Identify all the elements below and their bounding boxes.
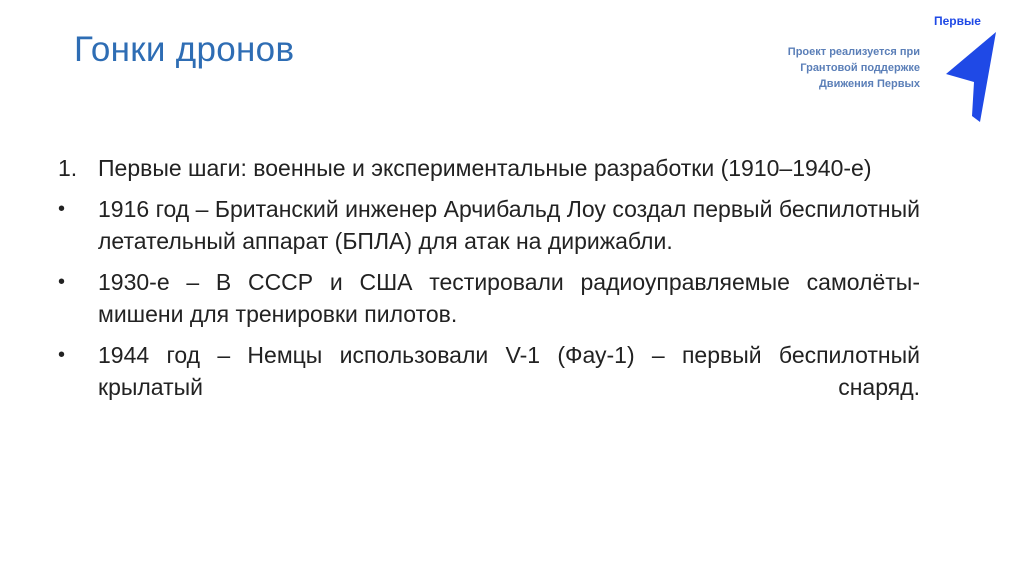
bullet-icon: • bbox=[58, 271, 66, 293]
bullet-icon: • bbox=[58, 198, 66, 220]
grant-line-3: Движения Первых bbox=[818, 78, 920, 90]
list-item-text: 1944 год – Немцы использовали V-1 (Фау-1) – первый беспилотный крылатый снаряд. bbox=[98, 342, 920, 400]
list-item bbox=[56, 152, 920, 184]
grant-line-2: Грантовой поддержке bbox=[800, 62, 920, 74]
list-item-text: 1916 год – Британский инженер Арчибальд Лоу создал первый беспилотный летательный аппарат (БПЛА) для атак на дирижабли. bbox=[98, 196, 920, 254]
page-title: Гонки дронов bbox=[74, 30, 295, 69]
logo-one-icon bbox=[930, 12, 1010, 124]
pervye-logo bbox=[930, 12, 1010, 124]
list-number: 1. bbox=[58, 155, 78, 181]
bullet-icon: • bbox=[58, 344, 66, 366]
list-item-text: 1930-е – В СССР и США тестировали радиоуправляемые самолёты-мишени для тренировки пилотов. bbox=[98, 269, 920, 327]
grant-line-1: Проект реализуется при bbox=[787, 46, 920, 58]
list-item-text: Первые шаги: военные и экспериментальные разработки (1910–1940-е) bbox=[98, 155, 872, 181]
list-item bbox=[56, 193, 920, 257]
list-item bbox=[56, 266, 920, 330]
logo-text: Первые bbox=[934, 14, 981, 28]
content-list bbox=[56, 152, 920, 412]
list-item bbox=[56, 339, 920, 403]
grant-notice bbox=[660, 44, 920, 92]
